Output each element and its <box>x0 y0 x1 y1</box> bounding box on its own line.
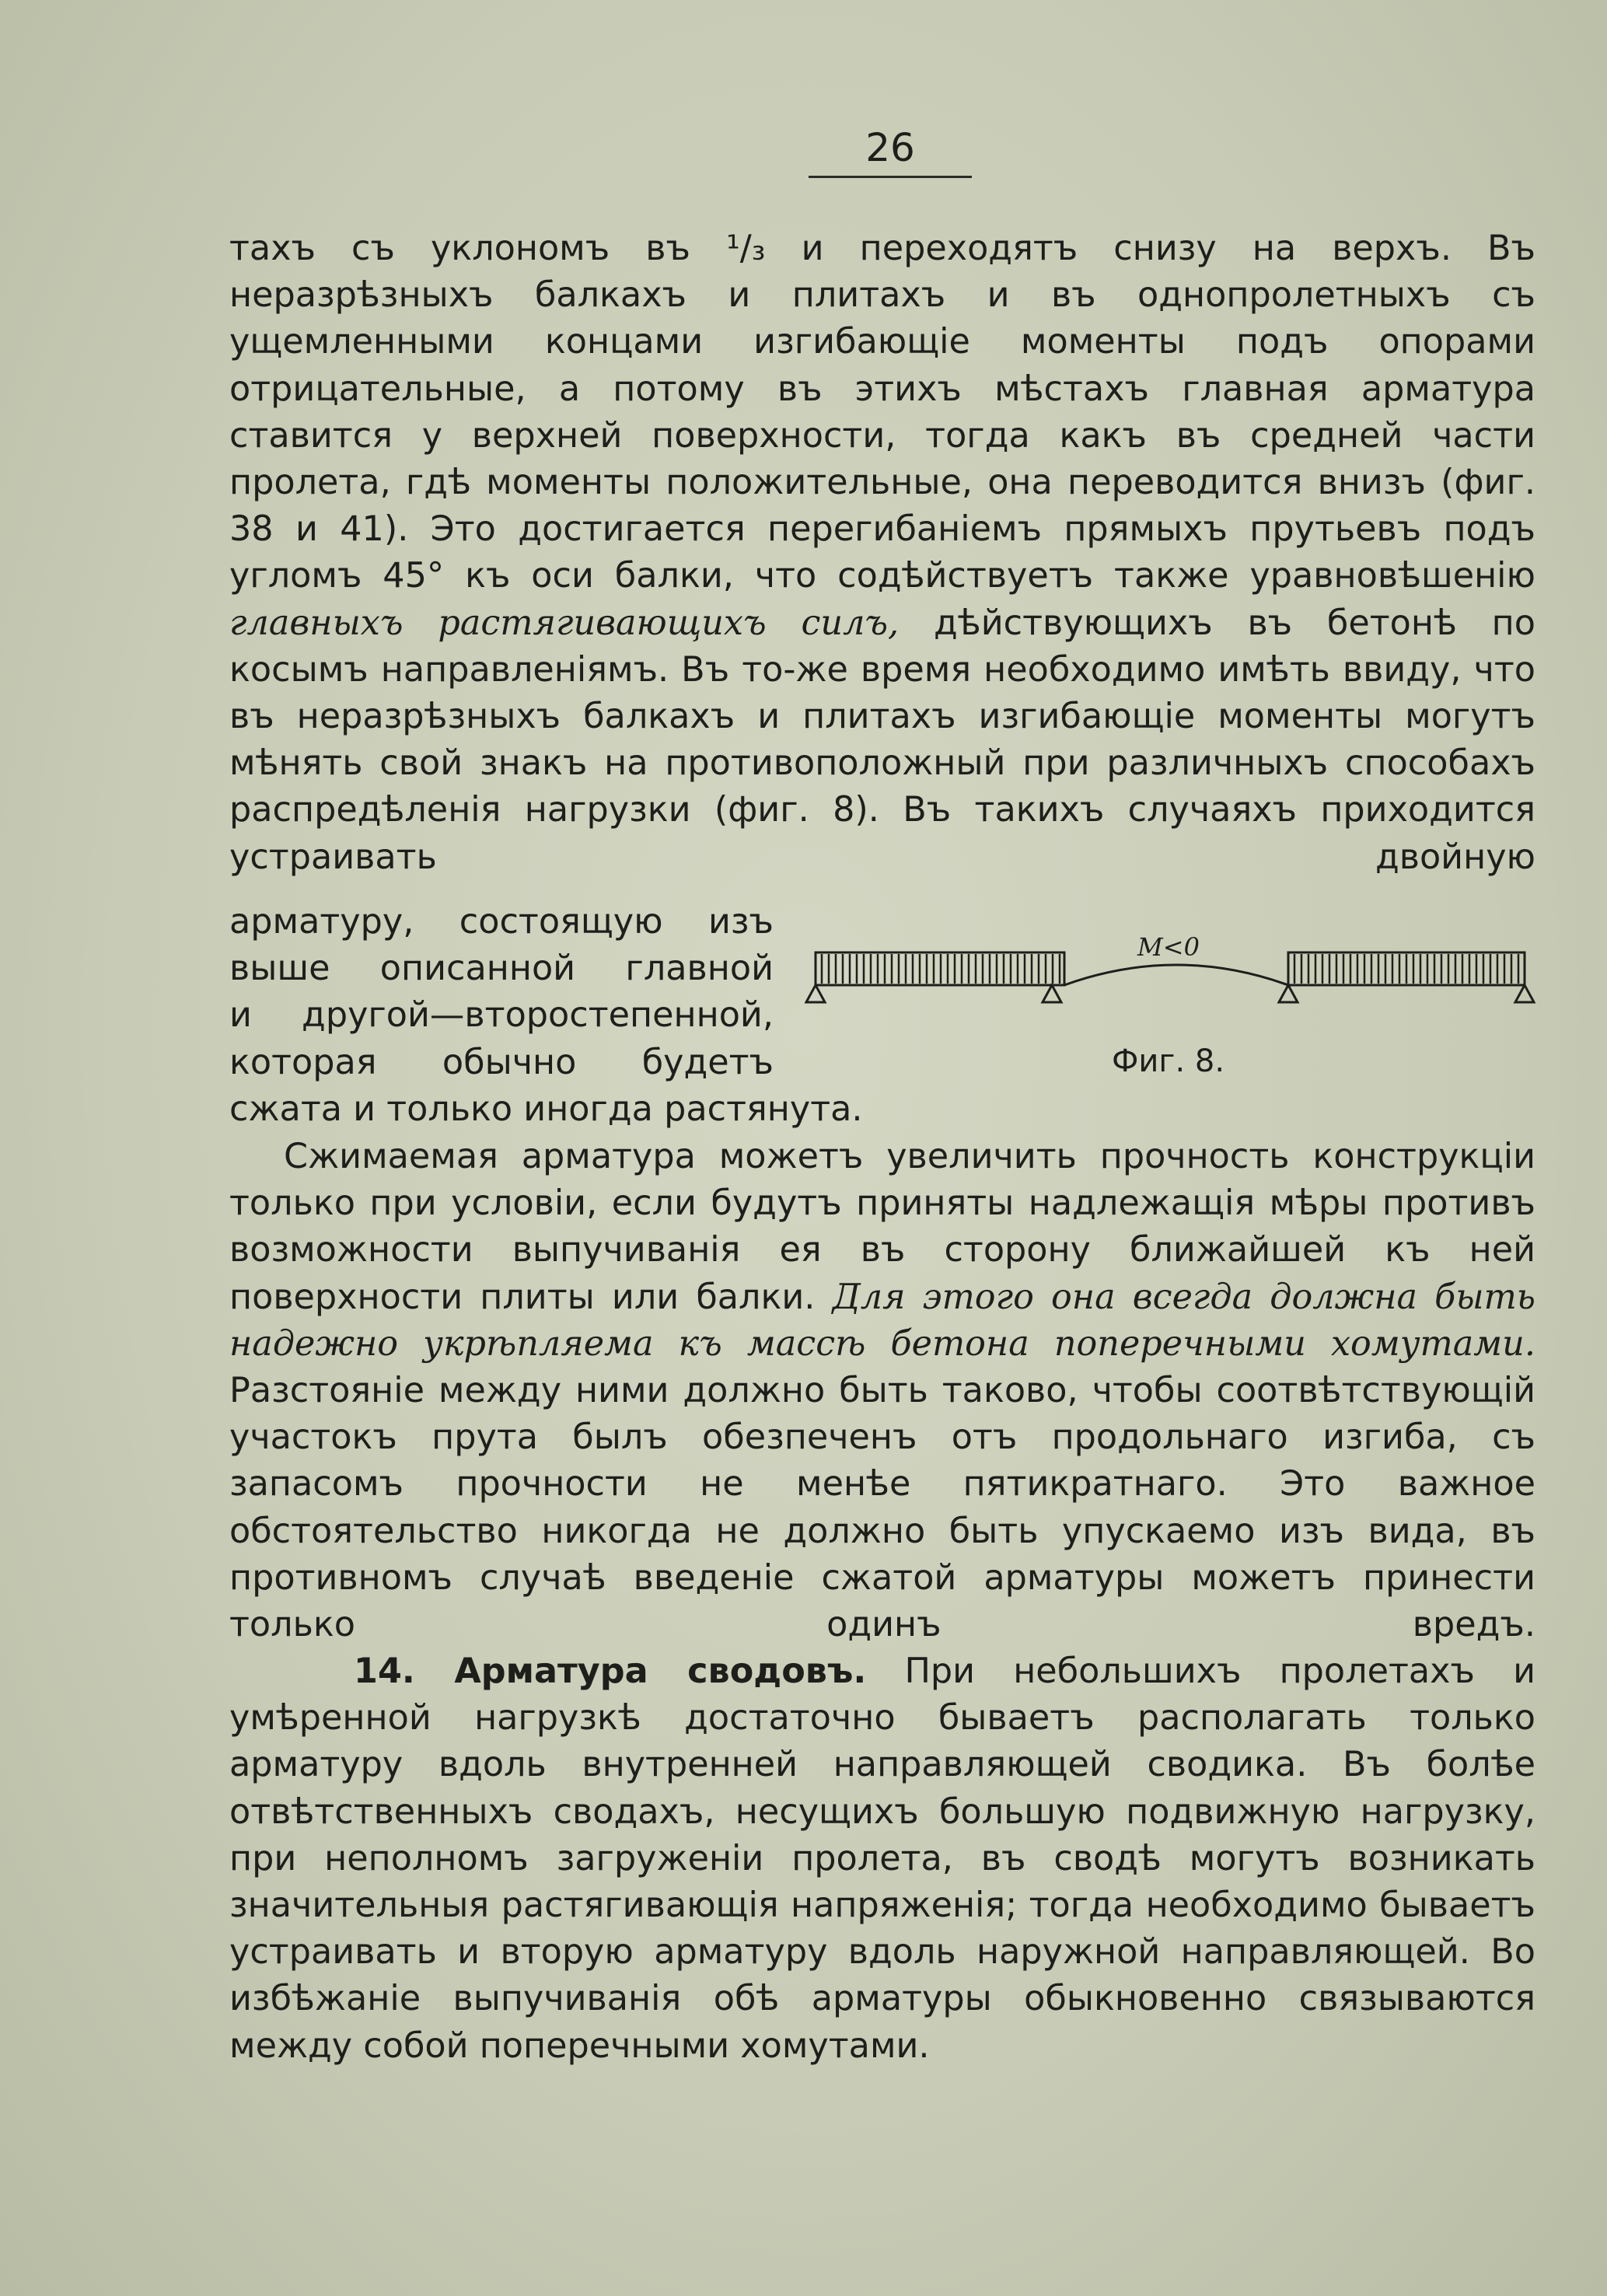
moment-label: M<0 <box>1137 932 1200 962</box>
paragraph-1-end: дѣйствующихъ въ бетонѣ по косымъ направленіямъ. Въ то-же время необходимо имѣть ввиду, что въ неразрѣзныхъ балкахъ и плитахъ изгибающіе моменты могутъ мѣнять свой знакъ на противоположный при различныхъ способахъ распредѣленія нагрузки (фиг. 8). Въ такихъ случаяхъ приходится устраивать двойную <box>229 603 1535 877</box>
paragraph-1-italic: главныхъ растягивающихъ силъ, <box>229 603 900 643</box>
paragraph-2-italic: Для этого она всегда должна быть надежно укрѣпляема къ массѣ бетона поперечными хомутами. <box>229 1277 1535 1364</box>
wrap-line-1: арматуру, состоящую изъ <box>229 902 774 942</box>
section-heading: 14. Арматура сводовъ. <box>354 1651 867 1691</box>
paragraph-2-end: Разстояніе между ними должно быть таково, чтобы соотвѣтствующій участокъ прута былъ обезпеченъ отъ продольнаго изгиба, съ запасомъ прочности не менѣе пятикратнаго. Это важное обстоятельство никогда не должно быть упускаемо изъ вида, въ противномъ случаѣ введеніе сжатой арматуры можетъ принести только одинъ вредъ. <box>229 1371 1535 1645</box>
paragraph-1 <box>229 225 1535 881</box>
right-load-hatch <box>1288 952 1525 985</box>
wrap-line-5: сжата и только иногда растянута. <box>229 1089 863 1129</box>
figure-caption: Фиг. 8. <box>1112 1043 1225 1079</box>
page-number: 26 <box>865 125 915 170</box>
left-load-hatch <box>816 952 1064 985</box>
paragraph-3 <box>229 1648 1535 2070</box>
page-number-rule <box>809 176 972 178</box>
support-icon-4 <box>1515 985 1534 1002</box>
support-icon-2 <box>1043 985 1061 1002</box>
paragraph-3-text: При небольшихъ пролетахъ и умѣренной нагрузкѣ достаточно бываетъ располагать только арматуру вдоль внутренней направляющей сводика. Въ болѣе отвѣтственныхъ сводахъ, несущихъ большую подвижную нагрузку, при неполномъ загруженіи пролета, въ сводѣ могутъ возникать значительныя растягивающія напряженія; тогда необходимо бываетъ устраивать и вторую арматуру вдоль наружной направляющей. Во избѣжаніе выпучиванія обѣ арматуры обыкновенно связываются между собой поперечными хомутами. <box>229 1651 1535 2066</box>
paragraph-1-text: тахъ съ уклономъ въ ¹/₃ и переходятъ снизу на верхъ. Въ неразрѣзныхъ балкахъ и плитахъ и въ однопролетныхъ съ ущемленными концами изгибающіе моменты подъ опорами отрицательные, а потому въ этихъ мѣстахъ главная арматура ставится у верхней поверхности, тогда какъ въ средней части пролета, гдѣ моменты положительные, она переводится внизъ (фиг. 38 и 41). Это достигается перегибаніемъ прямыхъ прутьевъ подъ угломъ 45° къ оси балки, что содѣйствуетъ также уравновѣшенію <box>229 229 1535 596</box>
support-icon-1 <box>806 985 825 1002</box>
beam-deflection-curve <box>816 965 1525 985</box>
paragraph-2-text: Сжимаемая арматура можетъ увеличить прочность конструкціи только при условіи, если будутъ приняты надлежащія мѣры противъ возможности выпучиванія ея въ сторону ближайшей къ ней поверхности плиты или балки. <box>229 1137 1535 1317</box>
wrap-line-3: и другой—второстепенной, <box>229 995 774 1036</box>
paragraph-2 <box>229 1134 1535 1648</box>
support-icons <box>806 985 1534 1002</box>
wrap-line-4: которая обычно будетъ <box>229 1042 774 1082</box>
wrap-line-2: выше описанной главной <box>229 949 774 989</box>
support-icon-3 <box>1279 985 1298 1002</box>
